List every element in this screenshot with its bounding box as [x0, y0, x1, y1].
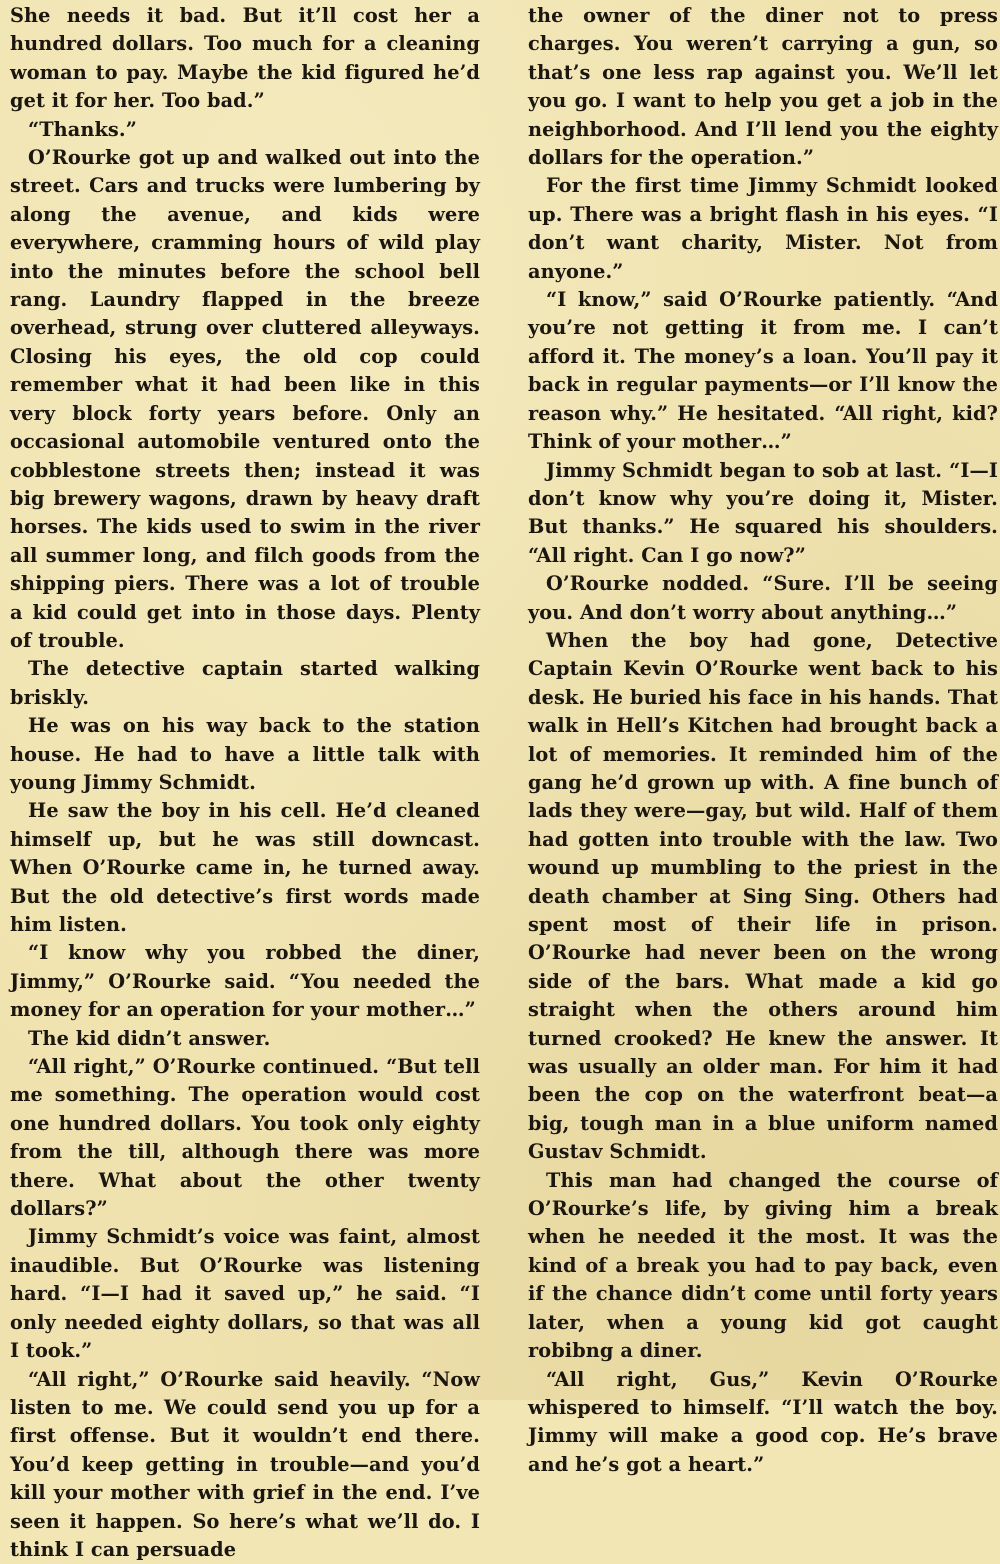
right-text-column	[528, 2, 998, 1479]
paragraph: The detective captain started walking briskly.	[10, 655, 480, 712]
paragraph: “I know,” said O’Rourke patiently. “And you’re not getting it from me. I can’t afford it. The money’s a loan. You’ll pay it back in regular payments—or I’ll know the reason why.” He hesitated. “All right, kid? Think of your mother…”	[528, 286, 998, 456]
paragraph: the owner of the diner not to press charges. You weren’t carrying a gun, so that’s one less rap against you. We’ll let you go. I want to help you get a job in the neighborhood. And I’ll lend you the eighty dollars for the operation.”	[528, 2, 998, 172]
paragraph: “All right,” O’Rourke continued. “But tell me something. The operation would cost one hundred dollars. You took only eighty from the till, although there was more there. What about the other twenty dollars?”	[10, 1053, 480, 1223]
paragraph: The kid didn’t answer.	[10, 1025, 480, 1053]
paragraph: O’Rourke got up and walked out into the street. Cars and trucks were lumbering by along the avenue, and kids were everywhere, cramming hours of wild play into the minutes before the school bell rang. Laundry flapped in the breeze overhead, strung over cluttered alleyways. Closing his eyes, the old cop could remember what it had been like in this very block forty years before. Only an occasional automobile ventured onto the cobblestone streets then; instead it was big brewery wagons, drawn by heavy draft horses. The kids used to swim in the river all summer long, and filch goods from the shipping piers. There was a lot of trouble a kid could get into in those days. Plenty of trouble.	[10, 144, 480, 655]
paragraph: For the first time Jimmy Schmidt looked up. There was a bright flash in his eyes. “I don’t want charity, Mister. Not from anyone.”	[528, 172, 998, 286]
paragraph: O’Rourke nodded. “Sure. I’ll be seeing you. And don’t worry about anything…”	[528, 570, 998, 627]
paragraph: This man had changed the course of O’Rourke’s life, by giving him a break when he needed it the most. It was the kind of a break you had to pay back, even if the chance didn’t come until forty years later, when a young kid got caught robibng a diner.	[528, 1167, 998, 1366]
paragraph: When the boy had gone, Detective Captain Kevin O’Rourke went back to his desk. He buried his face in his hands. That walk in Hell’s Kitchen had brought back a lot of memories. It reminded him of the gang he’d grown up with. A fine bunch of lads they were—gay, but wild. Half of them had gotten into trouble with the law. Two wound up mumbling to the priest in the death chamber at Sing Sing. Others had spent most of their life in prison. O’Rourke had never been on the wrong side of the bars. What made a kid go straight when the others around him turned crooked? He knew the answer. It was usually an older man. For him it had been the cop on the waterfront beat—a big, tough man in a blue uniform named Gustav Schmidt.	[528, 627, 998, 1167]
paragraph: “All right,” O’Rourke said heavily. “Now listen to me. We could send you up for a first offense. But it wouldn’t end there. You’d keep getting in trouble—and you’d kill your mother with grief in the end. I’ve seen it happen. So here’s what we’ll do. I think I can persuade	[10, 1366, 480, 1564]
paragraph: He saw the boy in his cell. He’d cleaned himself up, but he was still downcast. When O’Rourke came in, he turned away. But the old detective’s first words made him listen.	[10, 797, 480, 939]
paragraph: “I know why you robbed the diner, Jimmy,” O’Rourke said. “You needed the money for an operation for your mother…”	[10, 939, 480, 1024]
paragraph: Jimmy Schmidt’s voice was faint, almost inaudible. But O’Rourke was listening hard. “I—I had it saved up,” he said. “I only needed eighty dollars, so that was all I took.”	[10, 1223, 480, 1365]
paragraph: Jimmy Schmidt began to sob at last. “I—I don’t know why you’re doing it, Mister. But thanks.” He squared his shoulders. “All right. Can I go now?”	[528, 457, 998, 571]
paragraph: “Thanks.”	[10, 116, 480, 144]
left-text-column	[10, 2, 480, 1564]
paragraph: She needs it bad. But it’ll cost her a hundred dollars. Too much for a cleaning woman to pay. Maybe the kid figured he’d get it for her. Too bad.”	[10, 2, 480, 116]
paragraph: He was on his way back to the station house. He had to have a little talk with young Jimmy Schmidt.	[10, 712, 480, 797]
paragraph: “All right, Gus,” Kevin O’Rourke whispered to himself. “I’ll watch the boy. Jimmy will make a good cop. He’s brave and he’s got a heart.”	[528, 1366, 998, 1480]
